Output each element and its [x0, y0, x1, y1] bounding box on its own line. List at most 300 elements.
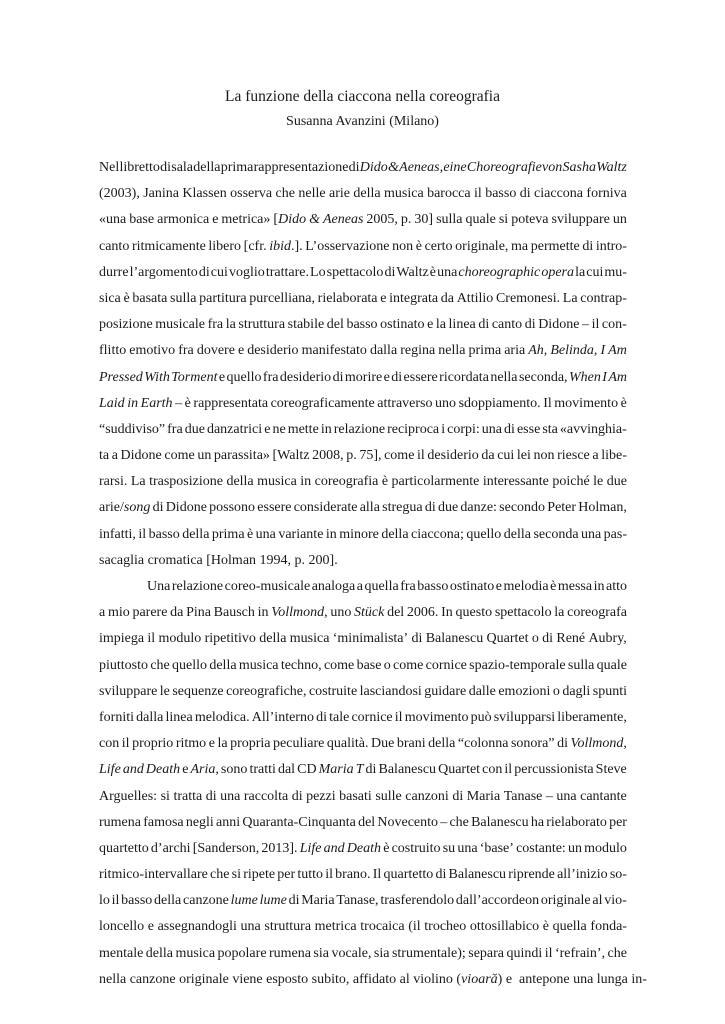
word: ripete [243, 867, 276, 883]
word: modulo [158, 631, 202, 647]
word: Am [608, 343, 627, 359]
word: si [231, 867, 241, 883]
word: attraverso [377, 395, 433, 411]
word: come [164, 448, 195, 464]
word: di [152, 500, 164, 516]
word: cantante [580, 788, 627, 804]
word: With [144, 369, 170, 385]
word: dalle [468, 683, 496, 699]
word: il [138, 526, 147, 542]
text-line [99, 888, 627, 914]
word: trasposizione [149, 474, 223, 490]
word: il [111, 893, 120, 909]
word: sia [313, 945, 329, 961]
word: regina [400, 343, 436, 359]
word: il [591, 317, 600, 333]
word: libe- [601, 448, 627, 464]
word: seconda [533, 526, 579, 542]
word: melodia [503, 579, 549, 594]
word: come [393, 657, 424, 673]
word: struttura [238, 317, 286, 333]
word: Belinda, [550, 343, 598, 359]
word: e [218, 369, 226, 385]
word: Aeneas, [399, 160, 444, 175]
text-run: nella canzone originale viene esposto subito, affidato al violino ( [99, 971, 462, 987]
word: di [411, 631, 423, 647]
word: so- [609, 867, 627, 883]
word: desiderio [279, 369, 332, 385]
word: sono [220, 762, 248, 778]
word: Arguelles: [99, 788, 158, 804]
word: Waltz [396, 264, 429, 280]
word: il [474, 186, 482, 202]
word: Death [145, 762, 181, 778]
word: il [325, 867, 333, 883]
word: partitura [199, 290, 247, 306]
word: Ah, [528, 343, 548, 359]
word: canto [491, 317, 523, 333]
word: sulle [375, 788, 402, 804]
word: due [437, 500, 459, 516]
word: in [325, 526, 337, 542]
word: ricordata [439, 369, 489, 385]
word: La [130, 474, 146, 490]
word: alla [359, 500, 380, 516]
word: vocale, [331, 945, 372, 961]
word: rappresentata [193, 395, 269, 411]
word: percussionista [514, 762, 594, 778]
word: di [582, 238, 594, 254]
word: il [121, 736, 130, 752]
word: cornice [425, 657, 467, 673]
word: due [184, 421, 205, 437]
text-line [99, 653, 627, 679]
word: When [568, 369, 601, 385]
word: basso [121, 893, 153, 909]
word: rumena [268, 945, 311, 961]
word: basso [417, 579, 449, 594]
word: Choreografie [466, 160, 542, 175]
word: Due [371, 736, 395, 752]
word: René [556, 631, 586, 647]
word: che [607, 945, 627, 961]
word: al [592, 893, 603, 909]
word: musicale [155, 317, 205, 333]
text-run: ) e antepone una lunga in- [497, 971, 647, 987]
word: lei [516, 448, 531, 464]
word: aria [504, 343, 526, 359]
word: sulla [436, 212, 463, 228]
word: ibid.]. [269, 238, 303, 254]
word: rumena [99, 814, 141, 830]
word: tutto [297, 867, 323, 883]
word: lo [99, 893, 110, 909]
word: dovere [196, 343, 235, 359]
word: Life [299, 840, 322, 856]
word: una [437, 264, 458, 280]
word: proprio [132, 736, 174, 752]
word: un [197, 448, 212, 464]
word: una [240, 919, 261, 935]
text-line [99, 443, 627, 469]
word: coreografia [314, 474, 379, 490]
word: si [498, 212, 509, 228]
word: del [387, 605, 405, 621]
word: infatti, [99, 526, 136, 542]
word: ripetitivo [204, 631, 256, 647]
word: musica [257, 474, 297, 490]
word: poiché [552, 474, 590, 490]
word: CD [297, 762, 317, 778]
word: la [225, 317, 236, 333]
word: ‘refrain’, [554, 945, 606, 961]
word: minore [339, 526, 379, 542]
word: variante [278, 526, 324, 542]
word: p. [400, 212, 412, 228]
word: Aeneas [322, 212, 364, 228]
word: e [380, 290, 387, 306]
word: stabile [287, 317, 325, 333]
word: Una [147, 579, 171, 594]
word: 75], [359, 448, 382, 464]
word: L’osservazione [305, 238, 390, 254]
word: All’interno [251, 709, 314, 725]
word: Earth [140, 395, 173, 411]
word: o [552, 683, 560, 699]
word: Klassen [182, 186, 227, 202]
word: ritmicamente [131, 238, 206, 254]
word: il [504, 762, 513, 778]
word: metrica» [221, 212, 271, 228]
word: vio- [604, 893, 627, 909]
word: con- [601, 317, 627, 333]
word: Holman, [578, 500, 627, 516]
word: svilupparsi [493, 709, 556, 725]
word: piuttosto [99, 657, 149, 673]
word: Balanescu [448, 867, 507, 883]
word: intro- [595, 238, 627, 254]
word: coreo-musicale [224, 579, 311, 594]
word: del [358, 814, 376, 830]
word: a [592, 448, 599, 464]
word: permette [530, 238, 580, 254]
text-line [99, 234, 627, 260]
word: purcelliana, [249, 290, 315, 306]
word: raccolta [243, 788, 289, 804]
word: spunti [592, 683, 627, 699]
word: di [542, 631, 554, 647]
word: trocheo [424, 919, 467, 935]
text-line [99, 757, 627, 783]
word: di [435, 867, 447, 883]
word: Janina [143, 186, 179, 202]
word: 2006. [406, 605, 439, 621]
word: musica [384, 186, 424, 202]
word: della [259, 631, 287, 647]
word: tale [329, 709, 350, 725]
word: corpi: [447, 421, 480, 437]
word: parassita» [213, 448, 270, 464]
word: desiderio [427, 448, 479, 464]
word: spazio-temporale [469, 657, 566, 673]
word: canto [99, 238, 130, 254]
word: integrata [389, 290, 439, 306]
word: danze: [460, 500, 497, 516]
word: le [159, 683, 170, 699]
word: [Sanderson, [192, 840, 260, 856]
word: uno [435, 395, 457, 411]
text-line [99, 469, 627, 495]
word: Steve [595, 762, 627, 778]
word: si [160, 788, 170, 804]
word: ciaccona [534, 186, 584, 202]
text-line [99, 626, 627, 652]
word: secondo [499, 500, 546, 516]
word: da [170, 605, 184, 621]
word: che [275, 186, 295, 202]
word: sala [171, 160, 194, 175]
word: rappresentazione [253, 160, 349, 175]
word: quale [596, 657, 627, 673]
word: separa [468, 945, 505, 961]
text-line [99, 862, 627, 888]
word: lume [230, 893, 258, 909]
word: [Waltz [272, 448, 310, 464]
word: Waltz [596, 160, 627, 175]
word: sviluppare [99, 683, 158, 699]
word: da [481, 448, 495, 464]
word: in [320, 421, 332, 437]
word: «avvinghia- [559, 421, 627, 437]
word: su [442, 840, 456, 856]
word: fonda- [590, 919, 627, 935]
word: esse [516, 421, 541, 437]
word: metrica [314, 919, 357, 935]
word: per [609, 814, 627, 830]
word: brani [396, 736, 426, 752]
word: – [175, 395, 183, 411]
word: della [145, 945, 173, 961]
word: Didone [538, 317, 580, 333]
word: modulo [584, 840, 627, 856]
word: prima [220, 160, 254, 175]
text-line [99, 967, 647, 993]
word: durre [99, 264, 129, 280]
word: libero [208, 238, 242, 254]
word: strumentale); [391, 945, 466, 961]
word: Quartet [486, 631, 529, 647]
word: nella [490, 369, 518, 385]
word: sulla [170, 290, 197, 306]
text-line [99, 365, 627, 391]
word: T [355, 762, 364, 778]
word: movimento [404, 709, 469, 725]
word: atto [606, 579, 627, 594]
word: barocca [427, 186, 471, 202]
word: mette [287, 421, 319, 437]
text-line [99, 155, 627, 181]
word: poteva [511, 212, 549, 228]
word: tratti [249, 762, 276, 778]
word: Maria [301, 893, 335, 909]
word: come [384, 448, 415, 464]
word: arie/song [99, 500, 151, 516]
word: del [326, 317, 344, 333]
word: di [288, 893, 300, 909]
word: Balanescu [471, 814, 529, 830]
word: di [504, 421, 515, 437]
word: l’argomento [129, 264, 198, 280]
word: forniva [586, 186, 627, 202]
word: rielaborata [317, 290, 378, 306]
word: choreographic [458, 264, 541, 280]
word: di [316, 709, 327, 725]
word: prima [468, 343, 502, 359]
document-author: Susanna Avanzini (Milano) [286, 114, 439, 129]
word: riprende [508, 867, 555, 883]
text-line [99, 181, 627, 207]
word: posizione [99, 317, 153, 333]
word: ritmo [175, 736, 207, 752]
word: Am [608, 369, 627, 385]
word: desiderio [247, 343, 299, 359]
word: e [182, 762, 189, 778]
italic-text: vioară [461, 971, 498, 987]
word: uno [330, 605, 352, 621]
word: di [519, 186, 531, 202]
word: «una [99, 212, 127, 228]
word: brano. [335, 867, 371, 883]
word: opera [541, 264, 575, 280]
word: basati [339, 788, 372, 804]
word: “suddiviso” [99, 421, 166, 437]
word: pezzi [306, 788, 336, 804]
word: è [620, 395, 627, 411]
text-line [99, 312, 627, 338]
word: all’inizio [557, 867, 608, 883]
word: messa [557, 579, 593, 594]
word: 2005, [366, 212, 398, 228]
text-line [99, 574, 627, 600]
word: della [209, 657, 237, 673]
word: base [356, 657, 382, 673]
word: prima [211, 526, 245, 542]
word: di [384, 264, 396, 280]
word: quartetto [99, 840, 149, 856]
word: coreograficamente [270, 395, 375, 411]
word: techno, [280, 657, 322, 673]
text-run: sacaglia cromatica [Holman 1994, p. 200]. [99, 552, 338, 568]
word: La [562, 290, 578, 306]
word: Stück [354, 605, 385, 621]
document-title: La funzione della ciaccona nella coreografia [225, 88, 500, 105]
word: parere [132, 605, 168, 621]
word: quindi [506, 945, 543, 961]
word: e [237, 343, 245, 359]
word: von [542, 160, 563, 175]
word: una [481, 421, 503, 437]
word: spettacolo [494, 605, 552, 621]
word: Bausch [213, 605, 255, 621]
word: di [452, 788, 464, 804]
word: a [99, 605, 106, 621]
word: per [277, 867, 296, 883]
word: essere [403, 369, 438, 385]
word: quella [364, 579, 399, 594]
word: & [388, 160, 399, 175]
word: – [545, 788, 553, 804]
word: della [503, 526, 531, 542]
word: cui [210, 264, 228, 280]
word: d’archi [150, 840, 191, 856]
word: quella [552, 919, 587, 935]
word: dal [277, 762, 296, 778]
word: anni [216, 814, 241, 830]
word: emotivo [129, 343, 176, 359]
word: una [255, 526, 276, 542]
word: cui [586, 264, 604, 280]
word: costante: [516, 840, 566, 856]
text-line [99, 286, 627, 312]
word: di [557, 736, 568, 752]
word: fra [167, 421, 183, 437]
word: Balanescu [378, 762, 437, 778]
word: melodica. [194, 709, 250, 725]
word: di [198, 264, 210, 280]
paragraph [99, 155, 627, 574]
word: e [427, 317, 434, 333]
word: Laid [99, 395, 125, 411]
word: In [441, 605, 453, 621]
word: lume [259, 893, 287, 909]
word: può [470, 709, 492, 725]
word: flitto [99, 343, 127, 359]
word: a [111, 448, 118, 464]
word: la [217, 736, 228, 752]
word: dalla [369, 343, 398, 359]
word: canzoni [405, 788, 449, 804]
word: ‘minimalista’ [332, 631, 409, 647]
word: sonora” [510, 736, 555, 752]
word: riesce [557, 448, 590, 464]
word: e [212, 212, 219, 228]
word: di [205, 788, 217, 804]
word: costruito [391, 840, 441, 856]
word: è [550, 579, 557, 594]
text-line [99, 495, 627, 521]
text-line [99, 784, 627, 810]
word: [cfr. [243, 238, 267, 254]
word: fra [207, 317, 224, 333]
text-line [99, 705, 627, 731]
word: di [291, 788, 303, 804]
word: basso [346, 317, 378, 333]
word: essere [257, 500, 292, 516]
word: linea [448, 317, 476, 333]
word: Lo [310, 264, 326, 280]
word: considerate [293, 500, 358, 516]
word: Cremonesi. [495, 290, 561, 306]
word: Torment [171, 369, 218, 385]
word: una [580, 526, 602, 542]
word: 2008, [312, 448, 344, 464]
text-line [99, 260, 627, 286]
word: Tanase, [336, 893, 379, 909]
word: interessante [482, 474, 549, 490]
text-line [99, 679, 627, 705]
word: ne [272, 421, 286, 437]
word: nella [438, 343, 466, 359]
